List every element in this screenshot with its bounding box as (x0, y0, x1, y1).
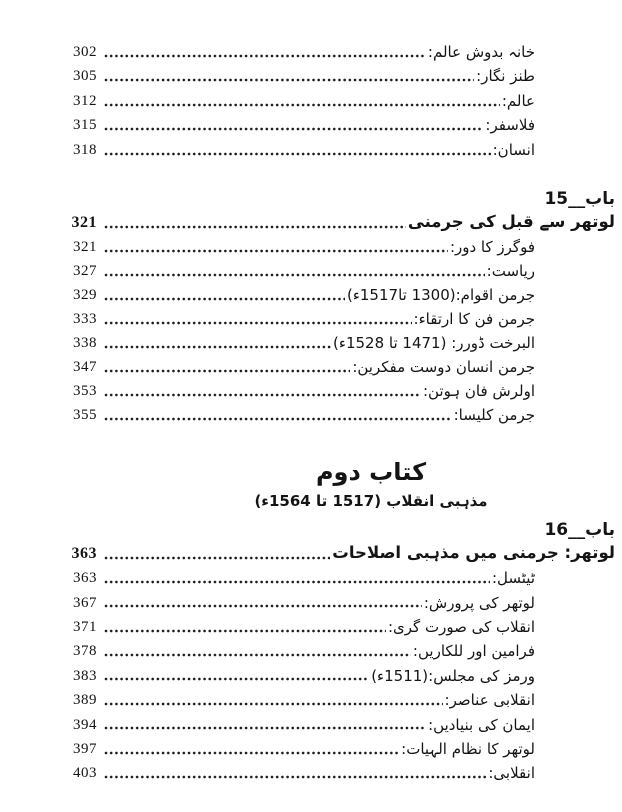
toc-entry-row (0, 260, 622, 284)
dot-leader (104, 556, 330, 560)
chapter-title: لوتھر: جرمنی میں مذہبی اصلاحات (332, 543, 615, 562)
page-number: 302 (73, 43, 97, 60)
chapter-heading: باب__15 (544, 188, 615, 209)
entry-label: البرخت ڈورر: (1471 تا 1528ء) (333, 334, 535, 352)
entry-label: فرامین اور للکاریں: (412, 642, 535, 661)
dot-leader (104, 702, 443, 706)
toc-section (0, 0, 622, 163)
toc-entry-row (0, 615, 622, 639)
toc-entry-row (0, 89, 622, 114)
dot-leader (104, 580, 490, 584)
entry-label: انقلاب کی صورت گری: (387, 617, 535, 636)
toc-entry-row (0, 356, 622, 380)
page-number: 363 (71, 544, 97, 562)
dot-leader (104, 629, 386, 633)
page-number: 394 (73, 716, 97, 733)
dot-leader (104, 393, 421, 397)
book-title: کتاب دوم (315, 457, 427, 486)
dot-leader (104, 225, 406, 229)
page-number: 383 (73, 667, 97, 684)
entry-label: جرمن اقوام:(1300 تا1517ء) (346, 286, 535, 304)
page-number: 353 (73, 383, 97, 399)
toc-entry-row (0, 236, 622, 260)
dot-leader (104, 127, 483, 131)
toc-entry-row (0, 138, 622, 163)
page-number: 321 (71, 213, 97, 231)
entry-label: جرمن فن کا ارتقاء: (413, 310, 535, 328)
dot-leader (104, 321, 412, 325)
book-subtitle: مذہبی انقلاب (1517 تا 1564ء) (254, 491, 488, 510)
toc-entry-row (0, 567, 622, 591)
dot-leader (104, 54, 426, 58)
chapter-title-row (0, 541, 622, 567)
toc-entry-row (0, 65, 622, 90)
dot-leader (104, 726, 426, 730)
entry-label: طنز نگار: (476, 67, 535, 86)
page-number: 371 (73, 618, 97, 635)
entry-label: فوگرز کا دور: (449, 238, 535, 256)
toc-section (0, 188, 622, 428)
chapter-title: لوتھر سے قبل کی جرمنی (407, 212, 615, 231)
dot-leader (104, 677, 369, 681)
dot-leader (104, 604, 422, 608)
toc-entry-row (0, 713, 622, 737)
dot-leader (104, 273, 485, 277)
dot-leader (104, 297, 345, 301)
entry-label: انقلابی: (488, 764, 535, 783)
chapter-title-row (0, 210, 622, 236)
page-number: 378 (73, 643, 97, 660)
page-number: 347 (73, 359, 97, 375)
entry-label: لوتھر کی پرورش: (423, 593, 535, 612)
book-divider-section (0, 456, 622, 514)
page-number: 363 (73, 570, 97, 587)
toc-entry-row (0, 332, 622, 356)
page-number: 327 (73, 263, 97, 279)
dot-leader (104, 775, 486, 779)
toc-entry-row (0, 640, 622, 664)
page-number: 315 (73, 117, 97, 134)
toc-entry-row (0, 688, 622, 712)
dot-leader (104, 417, 452, 421)
entry-label: عالم: (501, 91, 535, 110)
page-number: 333 (73, 311, 97, 327)
entry-label: خانہ بدوش عالم: (427, 42, 535, 61)
page-number: 403 (73, 765, 97, 782)
page-number: 338 (73, 335, 97, 351)
page-number: 397 (73, 740, 97, 757)
page-number: 355 (73, 407, 97, 423)
dot-leader (104, 653, 411, 657)
toc-entry-row (0, 40, 622, 65)
page-number: 389 (73, 692, 97, 709)
entry-label: ورمز کی مجلس:(1511ء) (371, 666, 535, 685)
toc-entry-row (0, 591, 622, 615)
toc-entry-row (0, 762, 622, 786)
dot-leader (104, 345, 331, 349)
page-number: 312 (73, 92, 97, 109)
toc-entry-row (0, 284, 622, 308)
page-number: 367 (73, 594, 97, 611)
dot-leader (104, 751, 399, 755)
entry-label: ایمان کی بنیادیں: (428, 715, 535, 734)
dot-leader (104, 103, 500, 107)
page-number: 305 (73, 68, 97, 85)
dot-leader (104, 249, 448, 253)
entry-label: ٹیٹسل: (491, 569, 535, 588)
entry-label: فلاسفر: (485, 116, 535, 135)
dot-leader (104, 152, 491, 156)
dot-leader (104, 369, 350, 373)
chapter-heading: باب__16 (544, 519, 615, 540)
toc-entry-row (0, 404, 622, 428)
toc-entry-row (0, 380, 622, 404)
toc-entry-row (0, 308, 622, 332)
toc-entry-row (0, 114, 622, 139)
entry-label: جرمن کلیسا: (453, 406, 535, 424)
entry-label: جرمن انسان دوست مفکرین: (352, 358, 535, 376)
toc-entry-row (0, 737, 622, 761)
dot-leader (104, 78, 474, 82)
entry-label: انسان: (492, 140, 535, 159)
entry-label: لوتھر کا نظام الہیات: (401, 739, 535, 758)
page-number: 318 (73, 141, 97, 158)
toc-section (0, 519, 622, 787)
entry-label: اولرش فان ہوتن: (422, 382, 535, 400)
entry-label: ریاست: (486, 262, 535, 280)
page-number: 329 (73, 287, 97, 303)
page-number: 321 (73, 239, 97, 255)
toc-entry-row (0, 664, 622, 688)
entry-label: انقلابی عناصر: (444, 691, 535, 710)
